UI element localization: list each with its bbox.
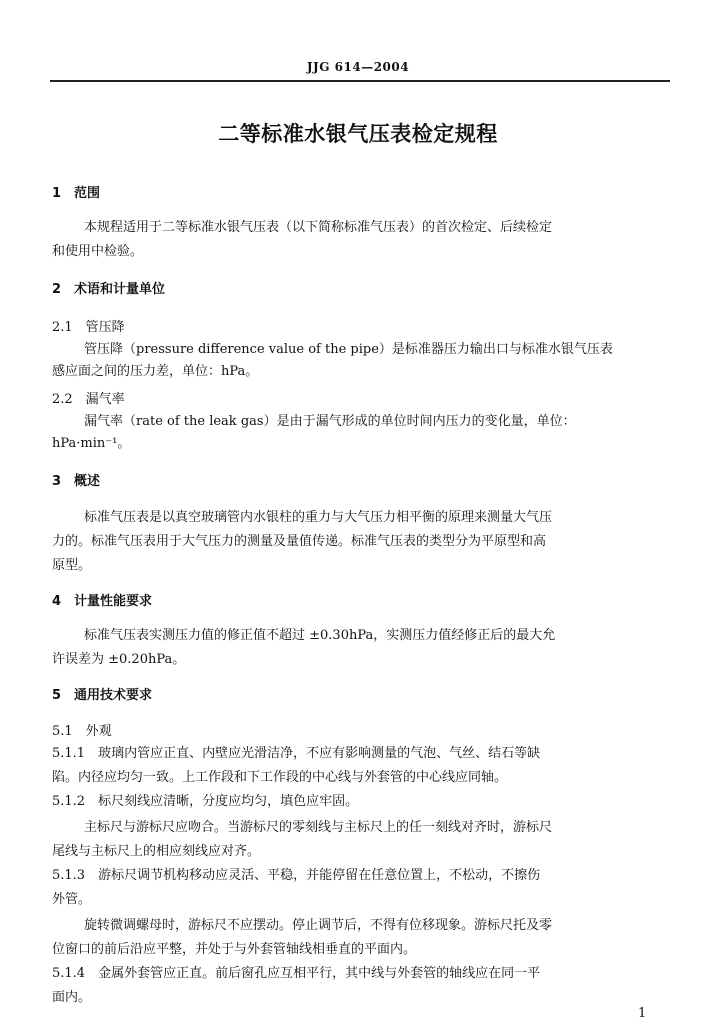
- clause-5-1-1-text: 陷。内径应均匀一致。上工作段和下工作段的中心线与外套管的中心线应同轴。: [52, 770, 508, 785]
- clause-5-1-2-text: 主标尺与游标尺应吻合。当游标尺的零刻线与主标尺上的任一刻线对齐时，游标尺: [84, 820, 553, 835]
- subsection-2-2-heading: 2.2 漏气率: [52, 392, 125, 407]
- clause-5-1-2-text: 尾线与主标尺上的相应刻线应对齐。: [52, 844, 261, 859]
- section-1-text-line: 和使用中检验。: [52, 244, 144, 259]
- clause-5-1-4-text: 面内。: [52, 990, 92, 1005]
- section-3-text-line: 力的。标准气压表用于大气压力的测量及量值传递。标准气压表的类型分为平原型和高: [52, 534, 547, 549]
- subsection-2-1-text: 管压降（pressure difference value of the pipe）是标准器压力输出口与标准水银气压表: [84, 342, 613, 357]
- clause-5-1-2-text: 5.1.2 标尺刻线应清晰，分度应均匀，填色应牢固。: [52, 794, 359, 809]
- section-1-text-line: 本规程适用于二等标准水银气压表（以下简称标准气压表）的首次检定、后续检定: [84, 220, 553, 235]
- section-3-heading: 3 概述: [52, 474, 101, 489]
- section-3-text-line: 标准气压表是以真空玻璃管内水银柱的重力与大气压力相平衡的原理来测量大气压: [84, 510, 553, 525]
- page-number: 1: [638, 1006, 647, 1021]
- clause-5-1-3-text: 位窗口的前后沿应平整，并处于与外套管轴线相垂直的平面内。: [52, 942, 417, 957]
- clause-5-1-4-text: 5.1.4 金属外套管应正直。前后窗孔应互相平行，其中线与外套管的轴线应在同一平: [52, 966, 541, 981]
- subsection-2-2-text: 漏气率（rate of the leak gas）是由于漏气形成的单位时间内压力的变化量，单位：: [84, 414, 576, 429]
- subsection-2-1-text: 感应面之间的压力差，单位：hPa。: [52, 364, 259, 379]
- page-title: 二等标准水银气压表检定规程: [218, 122, 498, 146]
- document-code-header: JJG 614—2004: [306, 60, 410, 74]
- section-4-heading: 4 计量性能要求: [52, 594, 153, 609]
- clause-5-1-3-text: 旋转微调螺母时，游标尺不应摆动。停止调节后，不得有位移现象。游标尺托及零: [84, 918, 553, 933]
- clause-5-1-3-text: 外管。: [52, 892, 92, 907]
- subsection-5-1-heading: 5.1 外观: [52, 724, 112, 739]
- subsection-2-2-text: hPa·min⁻¹。: [52, 436, 131, 451]
- section-1-heading: 1 范围: [52, 186, 101, 201]
- clause-5-1-3-text: 5.1.3 游标尺调节机构移动应灵活、平稳，并能停留在任意位置上，不松动，不擦伤: [52, 868, 541, 883]
- header-rule: [50, 80, 670, 82]
- section-4-text-line: 许误差为 ±0.20hPa。: [52, 652, 186, 667]
- clause-5-1-1-text: 5.1.1 玻璃内管应正直、内壁应光滑洁净，不应有影响测量的气泡、气丝、结石等缺: [52, 746, 541, 761]
- section-4-text-line: 标准气压表实测压力值的修正值不超过 ±0.30hPa，实测压力值经修正后的最大允: [84, 628, 556, 643]
- subsection-2-1-heading: 2.1 管压降: [52, 320, 125, 335]
- section-2-heading: 2 术语和计量单位: [52, 282, 166, 297]
- section-5-heading: 5 通用技术要求: [52, 688, 153, 703]
- section-3-text-line: 原型。: [52, 558, 92, 573]
